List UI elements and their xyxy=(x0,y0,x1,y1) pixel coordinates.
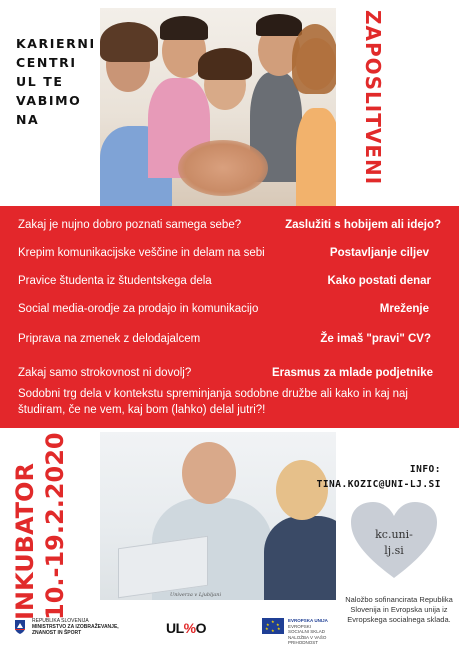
event-name: INKUBATOR xyxy=(11,463,39,620)
header-title xyxy=(16,34,100,129)
team-hands-photo xyxy=(100,8,336,206)
slovenia-crest-icon xyxy=(14,619,26,635)
info-email[interactable]: TINA.KOZIC@UNI-LJ.SI xyxy=(316,479,441,490)
eu-logo xyxy=(262,614,342,644)
header-title-line: KARIERNI xyxy=(16,36,96,51)
topic-row xyxy=(0,214,459,236)
woman-jacket xyxy=(264,516,336,600)
ministry-logo xyxy=(14,616,154,646)
topic-row xyxy=(0,328,459,350)
topic-right: Zaslužiti s hobijem ali idejo? xyxy=(285,219,441,231)
website-link[interactable] xyxy=(349,527,439,559)
eu-line: EVROPSKA UNIJA xyxy=(288,618,328,623)
topic-right: Že imaš "pravi" CV? xyxy=(320,333,431,345)
person-hair xyxy=(198,48,252,80)
person-hair xyxy=(100,22,158,62)
person-hair xyxy=(292,24,336,94)
vertical-title: ZAPOSLITVENI xyxy=(361,10,385,186)
topic-left: Social media-orodje za prodajo in komunikacijo xyxy=(18,303,259,315)
topic-right: Mreženje xyxy=(379,303,429,315)
topic-paragraph: Sodobni trg dela v kontekstu spreminjanja sodobne družbe ali kako in kaj naj študiram, če ne vem, kaj bom (lahko) delal jutri?! xyxy=(18,388,408,416)
laptop-people-photo xyxy=(100,432,336,600)
ministry-line: MINISTRSTVO ZA IZOBRAŽEVANJE, xyxy=(32,624,119,631)
ul-letters: UL xyxy=(166,620,184,636)
stacked-hands xyxy=(178,140,268,196)
topic-row xyxy=(0,362,459,384)
eu-line: SOCIALNI SKLAD xyxy=(288,629,326,634)
contact-info xyxy=(317,462,441,492)
topic-left: Pravice študenta iz študentskega dela xyxy=(18,275,212,287)
topic-left: Zakaj samo strokovnost ni dovolj? xyxy=(18,367,192,379)
ul-percent: % xyxy=(183,620,196,636)
man-face xyxy=(182,442,236,504)
ministry-text xyxy=(32,618,119,637)
person-hair xyxy=(256,14,302,36)
topic-row xyxy=(0,298,459,320)
header-title-line: CENTRI xyxy=(16,55,77,70)
person-hair xyxy=(160,16,208,40)
eu-text xyxy=(288,618,342,646)
topic-right: Kako postati denar xyxy=(327,275,431,287)
eu-flag-icon: ★ ★ ★ ★ ★ ★ xyxy=(262,618,284,634)
ul-logo xyxy=(166,616,216,644)
ministry-line: REPUBLIKA SLOVENIJA xyxy=(32,618,89,624)
topic-right: Erasmus za mlade podjetnike xyxy=(271,367,433,379)
event-dates: 10.-19.2.2020 xyxy=(41,432,69,620)
topic-left: Krepim komunikacijske veščine in delam na sebi xyxy=(18,247,265,259)
funding-note: Naložbo sofinancirata Republika Slovenija in Evropska unija iz Evropskega socialnega sklada. xyxy=(345,595,453,624)
event-vertical-title xyxy=(10,432,80,620)
eu-line: NALOŽBA V VAŠO PRIHODNOST xyxy=(288,634,327,645)
person-shirt xyxy=(296,108,336,206)
info-label: INFO: xyxy=(409,464,441,475)
header-title-line: VABIMO xyxy=(16,93,82,108)
topic-left: Priprava na zmenek z delodajalcem xyxy=(18,333,201,345)
header-title-line: NA xyxy=(16,112,40,127)
topics-band xyxy=(0,206,459,428)
ul-tail: O xyxy=(195,620,207,636)
website-line: lj.si xyxy=(384,544,404,557)
header-title-line: UL TE xyxy=(16,74,64,89)
ul-logo-text xyxy=(166,620,206,636)
topic-row xyxy=(0,270,459,292)
event-vertical-lines xyxy=(10,432,80,620)
website-line: kc.uni- xyxy=(375,528,413,541)
topic-right: Postavljanje ciljev xyxy=(329,247,429,259)
ministry-line: ZNANOST IN ŠPORT xyxy=(32,630,82,637)
photo-caption: Univerza v Ljubljani xyxy=(170,592,222,598)
eu-line: EVROPSKI xyxy=(288,623,312,629)
topic-left: Zakaj je nujno dobro poznati samega sebe? xyxy=(18,219,242,231)
topic-row xyxy=(0,242,459,264)
